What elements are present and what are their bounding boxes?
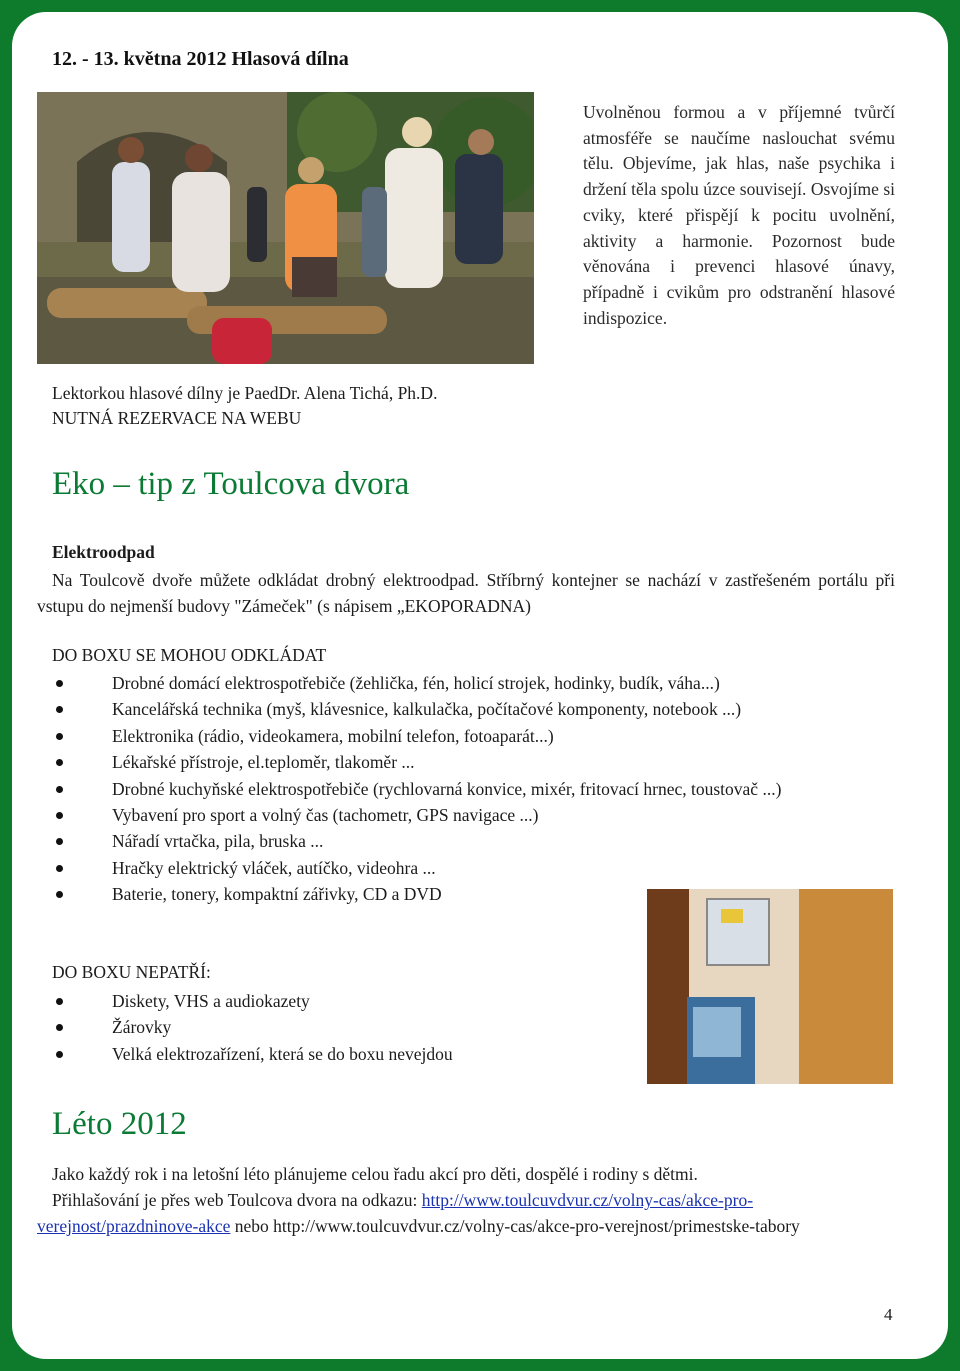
- list-item: Žárovky: [52, 1014, 652, 1040]
- list-item: Baterie, tonery, kompaktní zářivky, CD a DVD: [52, 881, 895, 907]
- allowed-heading: DO BOXU SE MOHOU ODKLÁDAT: [52, 645, 327, 665]
- list-item: Nářadí vrtačka, pila, bruska ...: [52, 828, 895, 854]
- eko-paragraph: [37, 568, 895, 619]
- workshop-description: Uvolněnou formou a v příjemné tvůrčí atmosféře se naučíme naslouchat svému tělu. Objevíme, jak hlas, naše psychika i držení těla spolu úzce souvisejí. Osvojíme si cviky, které přispějí k pocitu uvolnění, aktivity a harmonie. Pozornost bude věnována i prevenci hlasové únavy, případně i cvikům pro odstranění hlasové indispozice.: [583, 102, 895, 328]
- eko-paragraph-text: Na Toulcově dvoře můžete odkládat drobný elektroodpad. Stříbrný kontejner se nachází v zastřešeném portálu při vstupu do nejmenší budovy "Zámeček" (s nápisem „EKOPORADNA): [37, 570, 895, 616]
- ekobox-photo-illustration: [647, 889, 893, 1084]
- allowed-list: [52, 670, 895, 908]
- not-allowed-heading-text: DO BOXU NEPATŘÍ:: [52, 962, 211, 982]
- list-item: Velká elektrozařízení, která se do boxu nevejdou: [52, 1041, 652, 1067]
- list-item: Hračky elektrický vláček, autíčko, videohra ...: [52, 855, 895, 881]
- workshop-photo: [37, 92, 534, 364]
- lecturer-block: [52, 381, 437, 431]
- eko-subheading: Elektroodpad: [52, 542, 155, 562]
- summer-or-text: nebo: [234, 1216, 269, 1236]
- list-item: Elektronika (rádio, videokamera, mobilní telefon, fotoaparát...): [52, 723, 895, 749]
- summer-section-title: Léto 2012: [52, 1106, 187, 1142]
- list-item: Kancelářská technika (myš, klávesnice, kalkulačka, počítačové komponenty, notebook ...): [52, 696, 895, 722]
- list-item: Lékařské přístroje, el.teploměr, tlakoměr ...: [52, 749, 895, 775]
- not-allowed-heading: [52, 962, 211, 983]
- workshop-photo-illustration: [37, 92, 534, 364]
- list-item: Drobné domácí elektrospotřebiče (žehlička, fén, holicí strojek, hodinky, budík, váha...): [52, 670, 895, 696]
- summer-link-camps[interactable]: http://www.toulcuvdvur.cz/volny-cas/akce-pro-verejnost/primestske-tabory: [273, 1216, 800, 1236]
- ekobox-photo: [647, 889, 893, 1084]
- eko-section-title: Eko – tip z Toulcova dvora: [52, 466, 410, 502]
- list-item: Vybavení pro sport a volný čas (tachometr, GPS navigace ...): [52, 802, 895, 828]
- summer-line-1: Jako každý rok i na letošní léto plánujeme celou řadu akcí pro děti, dospělé i rodiny s dětmi.: [52, 1164, 698, 1184]
- summer-link-holiday-actions[interactable]: http://www.toulcuvdvur.cz/volny-cas/akce-pro-verejnost/prazdninove-akce: [37, 1190, 754, 1236]
- summer-signup-text: Přihlašování je přes web Toulcova dvora na odkazu:: [52, 1190, 418, 1210]
- page-number: 4: [884, 1305, 893, 1324]
- not-allowed-list: [52, 988, 652, 1067]
- event-heading: 12. - 13. května 2012 Hlasová dílna: [52, 48, 349, 70]
- list-item: Drobné kuchyňské elektrospotřebiče (rychlovarná konvice, mixér, fritovací hrnec, toustovač ...): [52, 776, 895, 802]
- lecturer-line: Lektorkou hlasové dílny je PaedDr. Alena Tichá, Ph.D.: [52, 383, 438, 403]
- list-item: Diskety, VHS a audiokazety: [52, 988, 652, 1014]
- summer-line-2: [37, 1187, 892, 1239]
- reservation-note: NUTNÁ REZERVACE NA WEBU: [52, 408, 302, 428]
- summer-paragraph: [37, 1161, 892, 1239]
